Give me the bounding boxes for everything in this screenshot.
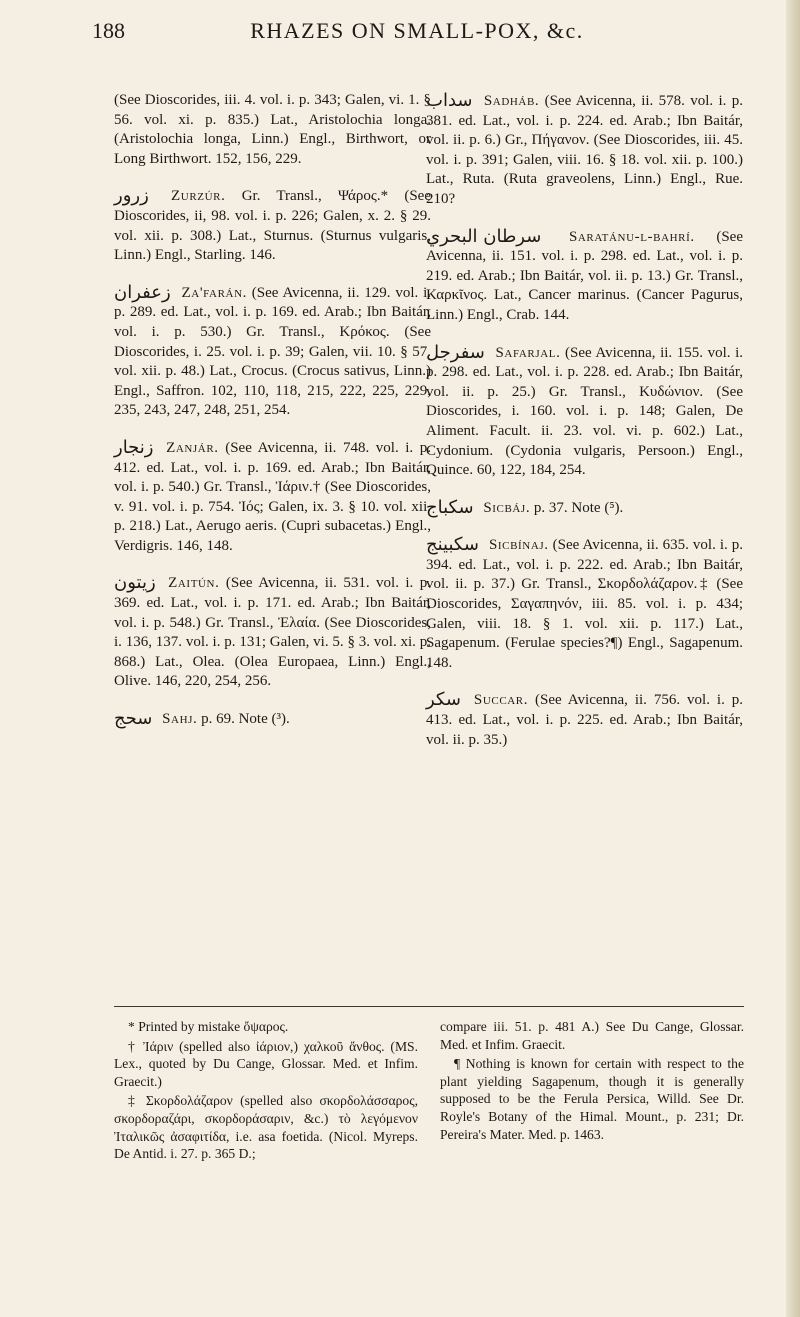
left-column xyxy=(114,91,431,747)
arabic-term: سكر xyxy=(426,689,461,711)
glossary-entry xyxy=(114,709,431,730)
entry-text: (See Avicenna, ii. 635. vol. i. p. 394. ed. Lat., vol. i. p. 222. ed. Arab.; Ibn Baitár, vol. ii. p. 37.) Gr. Transl., Σκορδολάζαρον.‡ (See Dioscorides, Σαγαπηνόν, iii. 85. vol. i. p. 434; Galen, viii. 18. § 1. vol. xii. p. 117.) Lat., Sagapenum. (Ferulae species?¶) Engl., Sagapenum. 148. xyxy=(426,537,744,671)
entry-text: (See Avicenna, ii. 155. vol. i. p. 298. ed. Lat., vol. i. p. 228. ed. Arab.; Ibn Baitár, vol. ii. p. 25.) Gr. Transl., Κυδώνιον. (See Dioscorides, i. 160. vol. i. p. 148; Galen, De Aliment. Facult. ii. 23. vol. vi. p. 602.) Lat., Cydonium. (Cydonia vulgaris, Persoon.) Engl., Quince. 60, 122, 184, 254. xyxy=(426,344,744,479)
glossary-entry xyxy=(114,283,431,421)
entry-text: Gr. Transl., Ψάρος.* (See Dioscorides, ii, 98. vol. i. p. 226; Galen, x. 2. § 29. vol. xii. p. 308.) Lat., Sturnus. (Sturnus vulgaris, Linn.) Engl., Starling. 146. xyxy=(114,188,431,264)
arabic-term: زرور xyxy=(114,185,149,207)
glossary-entry xyxy=(426,91,743,210)
entry-head: Zanjár. xyxy=(166,439,219,456)
arabic-term: زنجار xyxy=(114,436,154,458)
entry-head: Succar. xyxy=(473,692,529,709)
entry-head: Zaitún. xyxy=(168,575,220,592)
glossary-entry xyxy=(426,690,743,750)
glossary-entry xyxy=(114,438,431,557)
entry-head: Saratánu-l-bahrí. xyxy=(568,228,695,245)
page-edge xyxy=(786,0,800,1317)
footnote-divider xyxy=(114,1006,744,1007)
glossary-entry: (See Dioscorides, iii. 4. vol. i. p. 343; Galen, vi. 1. § 56. vol. xi. p. 835.) Lat., Aristolochia longa. (Aristolochia longa, Linn.) Engl., Birthwort, or Long Birthwort. 152, 156, 229. xyxy=(114,92,431,167)
entry-text: (See Avicenna, ii. 151. vol. i. p. 298. ed. Lat., vol. i. p. 219. ed. Arab.; Ibn Baitár, vol. ii. p. 13.) Gr. Transl., Καρκῖνος. Lat., Cancer marinus. (Cancer Pagurus, Linn.) Engl., Crab. 144. xyxy=(426,228,743,323)
entry-text: (See Avicenna, ii. 748. vol. i. p. 412. ed. Lat., vol. i. p. 169. ed. Arab.; Ibn Baitár, vol. i. p. 540.) Gr. Transl., Ἰάριν.† (See Dioscorides, v. 91. vol. i. p. 754. Ἰός; Galen, ix. 3. § 10. vol. xii. p. 218.) Lat., Aerugo aeris. (Cupri subacetas.) Engl., Verdigris. 146, 148. xyxy=(114,439,432,554)
glossary-entry xyxy=(426,498,743,519)
entry-head: Safarjal. xyxy=(495,344,561,361)
footnotes-right xyxy=(440,1018,744,1145)
entry-head: Sicbínaj. xyxy=(488,537,549,554)
arabic-term: سداب xyxy=(426,90,473,111)
arabic-term: سكباج xyxy=(426,496,474,518)
page-header xyxy=(92,18,742,52)
arabic-term: سحج xyxy=(114,708,153,730)
page-number: 188 xyxy=(92,18,125,43)
footnote: compare iii. 51. p. 481 A.) See Du Cange, Glossar. Med. et Infim. Graecit. xyxy=(440,1019,744,1052)
footnotes-left xyxy=(114,1018,418,1165)
entry-head: Sahj. xyxy=(162,711,198,728)
right-column xyxy=(426,91,743,767)
entry-text: (See Avicenna, ii. 129. vol. i. p. 289. ed. Lat., vol. i. p. 169. ed. Arab.; Ibn Baitár, vol. i. p. 530.) Gr. Transl., Κρόκος. (See Dioscorides, i. 25. vol. i. p. 39; Galen, vii. 10. § 57. vol. xii. p. 48.) Lat., Crocus. (Crocus sativus, Linn.) Engl., Saffron. 102, 110, 118, 215, 222, 225, 229, 235, 243, 247, 248, 251, 254. xyxy=(114,284,432,419)
glossary-entry xyxy=(114,186,431,265)
glossary-entry xyxy=(114,573,431,692)
entry-text: p. 69. Note (³). xyxy=(201,711,290,728)
entry-text: (See Avicenna, ii. 756. vol. i. p. 413. ed. Lat., vol. i. p. 225. ed. Arab.; Ibn Baitár, vol. ii. p. 35.) xyxy=(426,692,744,748)
running-title: RHAZES ON SMALL-POX, &c. xyxy=(250,18,584,43)
entry-text: p. 37. Note (⁵). xyxy=(533,499,624,516)
footnote: * Printed by mistake ὄψαρος. xyxy=(128,1019,289,1034)
entry-head: Zurzúr. xyxy=(171,188,226,205)
entry-head: Sicbáj. xyxy=(483,499,531,516)
arabic-term: سفرجل xyxy=(426,341,485,363)
glossary-entry xyxy=(426,535,743,673)
glossary-entry xyxy=(426,343,743,481)
arabic-term: سكبينج xyxy=(426,534,479,556)
arabic-term: سرطان البحري xyxy=(426,225,542,247)
entry-text: (See Avicenna, ii. 531. vol. i. p. 369. ed. Lat., vol. i. p. 171. ed. Arab.; Ibn Baitár, vol. i. p. 548.) Gr. Transl., Ἐλαία. (See Dioscorides, i. 136, 137. vol. i. p. 131; Galen, vi. 5. § 3. vol. xi. p. 868.) Lat., Olea. (Olea Europaea, Linn.) Engl., Olive. 146, 220, 254, 256. xyxy=(114,575,432,690)
entry-head: Sadháb. xyxy=(483,93,540,109)
footnote: ¶ Nothing is known for certain with respect to the plant yielding Sagapenum, though it is generally supposed to be the Ferula Persica, Willd. See Dr. Royle's Botany of the Himal. Mount., p. 231; Dr. Pereira's Mater. Med. p. 1463. xyxy=(440,1056,744,1142)
entry-head: Za'farán. xyxy=(181,284,247,301)
footnote: ‡ Σκορδολάζαρον (spelled also σκορδολάσσαρος, σκορδοραζάρι, σκορδοράσαριν, &c.) τὸ λεγόμενον Ἰταλικῶς ἀσαφιτίδα, i.e. asa foetida. (Nicol. Myreps. De Antid. i. 27. p. 365 D.; xyxy=(114,1093,418,1162)
footnote: † Ἰάριν (spelled also ἰάριον,) χαλκοῦ ἄνθος. (MS. Lex., quoted by Du Cange, Glossar. Med. et Infim. Graecit.) xyxy=(114,1038,418,1089)
glossary-entry xyxy=(426,227,743,326)
arabic-term: زعفران xyxy=(114,281,171,303)
entry-text: (See Avicenna, ii. 578. vol. i. p. 381. ed. Lat., vol. i. p. 224. ed. Arab.; Ibn Baitár, vol. ii. p. 6.) Gr., Πήγανον. (See Dioscorides, iii. 45. vol. i. p. 391; Galen, viii. 16. § 18. vol. xii. p. 100.) Lat., Ruta. (Ruta graveolens, Linn.) Engl., Rue. 210? xyxy=(426,93,743,207)
arabic-term: زيتون xyxy=(114,572,156,594)
